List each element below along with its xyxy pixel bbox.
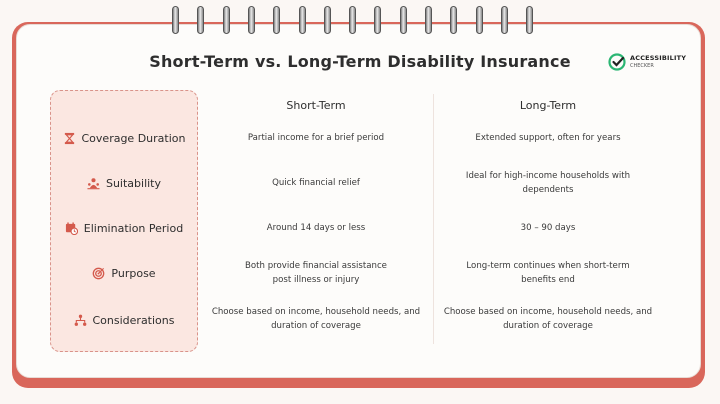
spiral-ring	[450, 6, 457, 34]
spiral-ring	[349, 6, 356, 34]
target-icon	[92, 267, 105, 280]
people-icon	[87, 177, 100, 190]
column-header-long-term: Long-Term	[519, 99, 577, 112]
spiral-ring	[400, 6, 407, 34]
hourglass-icon	[63, 132, 76, 145]
column-header-short-term: Short-Term	[286, 99, 346, 112]
row-label-text: Considerations	[92, 313, 175, 327]
network-icon	[74, 314, 87, 327]
row-label-text: Purpose	[111, 266, 156, 280]
row-label-considerations	[50, 309, 198, 331]
spiral-binding	[172, 6, 542, 36]
page-title: Short-Term vs. Long-Term Disability Insurance	[149, 52, 571, 71]
cell-long-term-coverage-duration: Extended support, often for years	[475, 133, 621, 143]
accessibility-checker-logo	[608, 52, 698, 76]
cell-long-term-considerations: Choose based on income, household needs, and duration of coverage	[443, 307, 653, 331]
cell-short-term-suitability: Quick financial relief	[272, 178, 360, 188]
cell-short-term-elimination-period: Around 14 days or less	[266, 223, 366, 233]
column-divider	[433, 94, 434, 344]
logo-text-primary: ACCESSIBILITY	[630, 54, 687, 62]
spiral-ring	[501, 6, 508, 34]
row-label-suitability	[50, 172, 198, 194]
row-label-text: Coverage Duration	[81, 131, 186, 145]
row-label-elimination-period	[50, 217, 198, 239]
spiral-ring	[425, 6, 432, 34]
spiral-ring	[273, 6, 280, 34]
cell-short-term-coverage-duration: Partial income for a brief period	[247, 133, 385, 143]
spiral-ring	[374, 6, 381, 34]
cell-short-term-purpose: Both provide financial assistance post illness or injury	[245, 261, 387, 285]
checkmark-logo-icon	[608, 52, 628, 72]
row-label-text: Suitability	[105, 176, 162, 190]
calendar-clock-icon	[65, 222, 78, 235]
spiral-ring	[324, 6, 331, 34]
spiral-ring	[476, 6, 483, 34]
spiral-ring	[172, 6, 179, 34]
cell-long-term-purpose: Long-term continues when short-term benefits end	[466, 261, 630, 285]
row-label-purpose	[50, 262, 198, 284]
spiral-ring	[248, 6, 255, 34]
spiral-ring	[526, 6, 533, 34]
cell-short-term-considerations: Choose based on income, household needs, and duration of coverage	[211, 307, 421, 331]
cell-long-term-suitability: Ideal for high-income households with dependents	[465, 171, 631, 195]
cell-long-term-elimination-period: 30 – 90 days	[520, 223, 576, 233]
spiral-ring	[299, 6, 306, 34]
row-label-coverage-duration	[50, 127, 198, 149]
spiral-ring	[223, 6, 230, 34]
spiral-ring	[197, 6, 204, 34]
row-label-text: Elimination Period	[83, 221, 184, 235]
logo-text-secondary: CHECKER	[630, 63, 654, 69]
